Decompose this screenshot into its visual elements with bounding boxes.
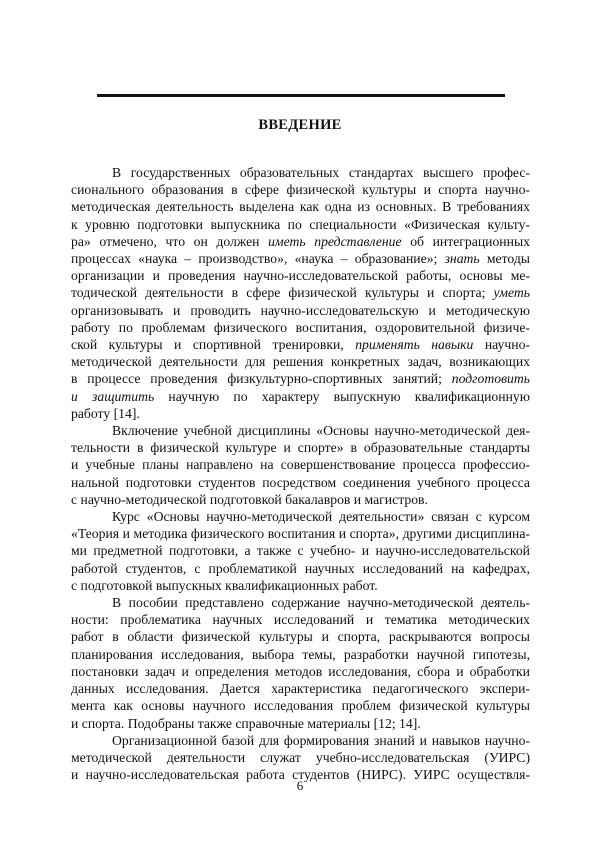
paragraph <box>71 732 530 784</box>
page-title: ВВЕДЕНИЕ <box>258 117 342 133</box>
text-run: планирования исследования, выбора темы, разработки научной гипотезы, <box>71 646 530 662</box>
text-line <box>71 560 530 577</box>
text-run: нальной подготовки студентов посредством соединения учебного процесса <box>71 474 530 490</box>
paragraph <box>71 164 530 422</box>
text-line <box>71 525 530 542</box>
text-line <box>71 697 530 714</box>
text-run: к уровню подготовки выпускника по специальности «Физическая культу- <box>71 216 530 232</box>
text-line <box>71 439 530 456</box>
text-run: Включение учебной дисциплины «Основы научно-методической дея- <box>112 423 530 439</box>
text-run: методической деятельности для решения конкретных задач, возникающих <box>71 354 530 370</box>
text-line <box>71 336 530 353</box>
text-run: организовывать и проводить научно-исследовательскую и методическую <box>71 302 530 318</box>
text-run: ской культуры и спортивной тренировки, <box>71 337 356 353</box>
text-line <box>71 388 530 405</box>
text-run: в процессе проведения физкультурно-спортивных занятий; <box>71 371 452 387</box>
text-line <box>71 302 530 319</box>
text-run: об интеграционных <box>401 233 530 249</box>
text-line <box>71 491 530 508</box>
text-run: и учебные планы направлено на совершенствование процесса профессио- <box>71 457 530 473</box>
text-run: методы <box>479 251 530 267</box>
header-rule <box>97 94 505 97</box>
text-line <box>71 594 530 611</box>
text-line <box>71 646 530 663</box>
text-run: научно- <box>473 337 530 353</box>
italic-text: подготовить <box>451 371 530 387</box>
text-line <box>71 284 530 301</box>
text-line <box>71 577 530 594</box>
text-run: данных исследования. Дается характеристика педагогического экспери- <box>71 681 530 697</box>
text-run: организации и проведения научно-исследовательской работы, основы ме- <box>71 268 530 284</box>
text-run: научную по характеру выпускную квалификационную <box>154 388 530 404</box>
text-run: работу по проблемам физического воспитания, оздоровительной физиче- <box>71 319 530 335</box>
text-line <box>71 474 530 491</box>
text-line <box>71 715 530 732</box>
text-line <box>71 319 530 336</box>
text-run: тодической деятельности в сфере физической культуры и спорта; <box>71 285 494 301</box>
text-run: В государственных образовательных стандартах высшего профес- <box>112 165 530 180</box>
text-run: ра» отмечено, что он должен <box>71 233 269 249</box>
text-run: и научно-исследовательская работа студентов (НИРС). УИРС осуществля- <box>71 767 530 783</box>
text-line <box>71 542 530 559</box>
body-text <box>71 164 530 783</box>
italic-text: иметь представление <box>268 233 402 249</box>
text-run: с подготовкой выпускных квалификационных работ. <box>71 577 378 593</box>
text-run: ности: проблематика научных исследований и тематика методических <box>71 612 530 628</box>
text-line <box>71 405 530 422</box>
page-number: 6 <box>296 778 304 793</box>
text-run: ми предметной подготовки, а также с учебно- и научно-исследовательской <box>71 543 530 559</box>
text-run: Организационной базой для формирования знаний и навыков научно- <box>112 732 530 748</box>
text-run: процессах «наука – производство», «наука – образование»; <box>71 251 445 267</box>
text-run: работ в области физической культуры и спорта, раскрываются вопросы <box>71 629 530 645</box>
text-line <box>71 508 530 525</box>
text-line <box>71 732 530 749</box>
text-run: работу [14]. <box>71 405 140 421</box>
text-line <box>71 422 530 439</box>
text-line <box>71 663 530 680</box>
text-run: постановки задач и определения методов исследования, сбора и обработки <box>71 663 530 679</box>
text-line <box>71 370 530 387</box>
text-run: и спорта. Подобраны также справочные материалы [12; 14]. <box>71 715 421 731</box>
text-line <box>71 181 530 198</box>
text-run: сионального образования в сфере физической культуры и спорта научно- <box>71 182 530 198</box>
text-run: методическая деятельность выделена как одна из основных. В требованиях <box>71 199 530 215</box>
text-run: «Теория и методика физического воспитания и спорта», другими дисциплина- <box>71 526 530 542</box>
text-run: В пособии представлено содержание научно-методической деятель- <box>112 595 530 611</box>
italic-text: и защитить <box>71 388 155 404</box>
paragraph <box>71 422 530 508</box>
text-run: тельности в физической культуре и спорте» в образовательные стандарты <box>71 440 530 456</box>
text-line <box>71 628 530 645</box>
paragraph <box>71 508 530 594</box>
text-line <box>71 250 530 267</box>
text-run: методической деятельности служат учебно-исследовательская (УИРС) <box>71 749 530 765</box>
text-run: Курс «Основы научно-методической деятельности» связан с курсом <box>112 509 530 525</box>
text-run: работой студентов, с проблематикой научных исследований на кафедрах, <box>71 560 530 576</box>
text-run: с научно-методической подготовкой бакалавров и магистров. <box>71 491 428 507</box>
text-line <box>71 749 530 766</box>
text-line <box>71 164 530 181</box>
text-line <box>71 611 530 628</box>
italic-text: применять навыки <box>355 337 474 353</box>
text-line <box>71 680 530 697</box>
text-line <box>71 233 530 250</box>
text-line <box>71 267 530 284</box>
text-line <box>71 353 530 370</box>
italic-text: уметь <box>493 285 530 301</box>
text-run: мента как основы научного исследования проблем физической культуры <box>71 698 530 714</box>
italic-text: знать <box>444 251 480 267</box>
text-line <box>71 216 530 233</box>
text-line <box>71 198 530 215</box>
text-line <box>71 456 530 473</box>
paragraph <box>71 594 530 732</box>
